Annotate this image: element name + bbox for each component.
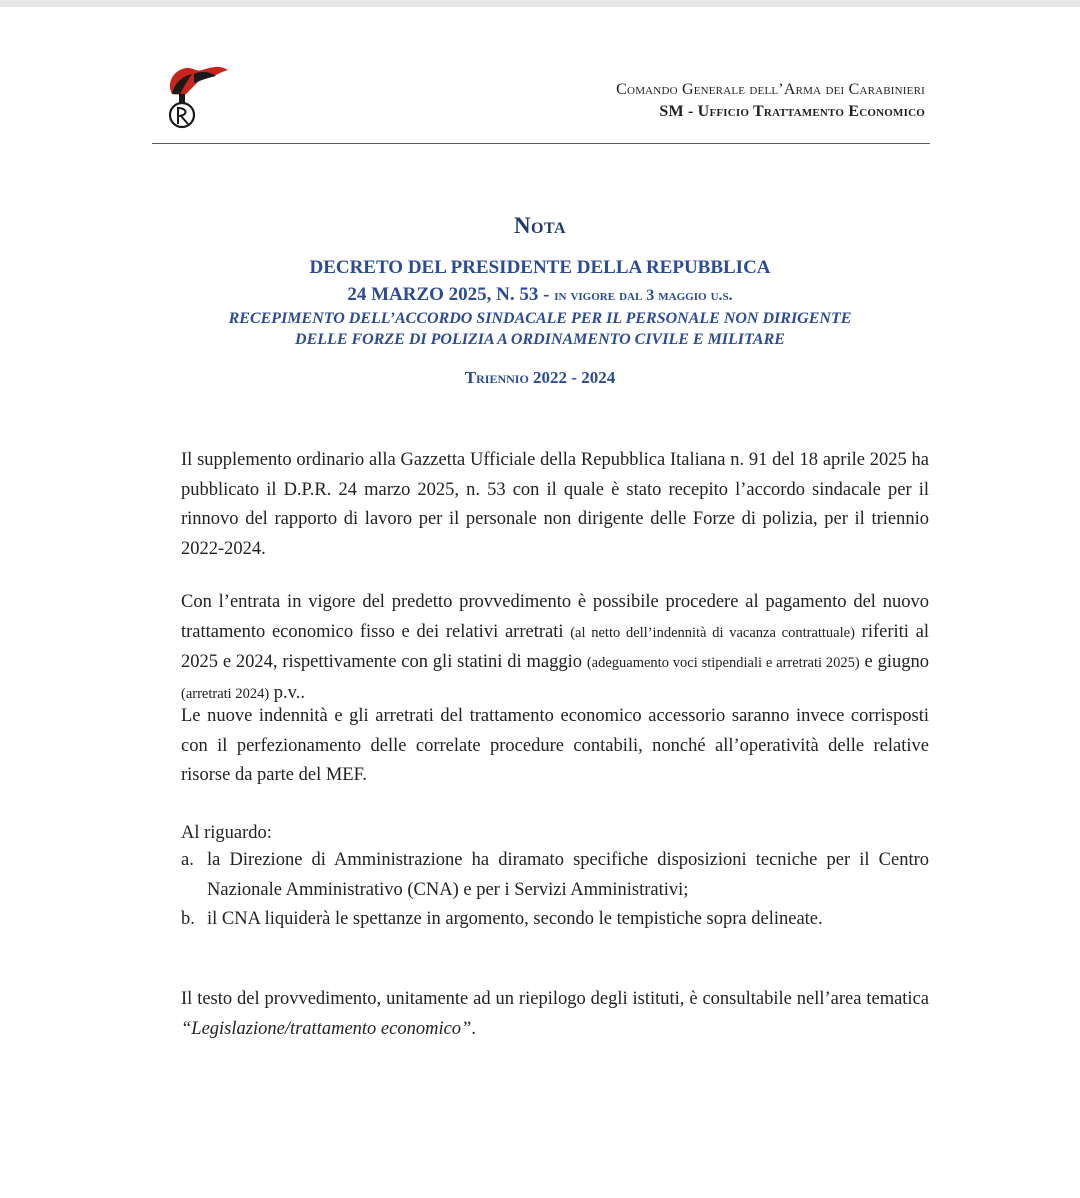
title-triennio: Triennio 2022 - 2024	[464, 368, 616, 387]
list-marker: b.	[181, 909, 195, 929]
paragraph-1: Il supplemento ordinario alla Gazzetta Ufficiale della Repubblica Italiana n. 91 del 18 aprile 2025 ha pubblicato il D.P.R. 24 marzo 2025, n. 53 con il quale è stato recepito l’accordo sindacale per il rinnovo del rapporto di lavoro per il personale non dirigente delle Forze di polizia, per il triennio 2022-2024.	[181, 450, 929, 559]
title-recepimento: RECEPIMENTO DELL’ACCORDO SINDACALE PER IL PERSONALE NON DIRIGENTE	[228, 310, 852, 327]
list-item	[181, 905, 929, 935]
p2-note-netto: (al netto dell’indennità di vacanza contrattuale)	[570, 624, 855, 641]
list	[181, 846, 929, 935]
title-nota: Nota	[513, 213, 567, 238]
carabinieri-flame-emblem-icon	[158, 60, 232, 138]
paragraph-4: Al riguardo:	[181, 823, 272, 843]
list-item-text: la Direzione di Amministrazione ha diramato specifiche disposizioni tecniche per il Centro Nazionale Amministrativo (CNA) e per i Servizi Amministrativi;	[207, 850, 929, 900]
list-item	[181, 846, 929, 905]
title-decreto: DECRETO DEL PRESIDENTE DELLA REPUBBLICA	[309, 257, 771, 278]
p5-area-tematica: “Legislazione/trattamento economico”	[181, 1018, 472, 1039]
p2-text-a: Con l’entrata in vigore del predetto provvedimento è possibile procedere al pagamento del nuovo trattamento economico fisso e dei relativi arretrati	[181, 592, 929, 642]
paragraph-5	[181, 985, 929, 1044]
list-marker: a.	[181, 850, 194, 870]
p2-text-c: riferiti al 2025 e 2024, rispettivamente con gli statini di maggio	[181, 621, 929, 672]
paragraph-2	[181, 588, 929, 709]
p2-text-g: p.v..	[273, 682, 305, 703]
top-border	[0, 0, 1080, 7]
p5-text-c: .	[471, 1018, 476, 1039]
header-organization: Comando Generale dell’Arma dei Carabinieri	[616, 81, 925, 98]
p2-note-giugno: (arretrati 2024)	[181, 685, 270, 702]
title-date	[0, 284, 1080, 306]
header-office: SM - Ufficio Trattamento Economico	[659, 103, 925, 120]
title-date-main: 24 MARZO 2025, N. 53 -	[347, 284, 550, 305]
document-header	[616, 81, 925, 121]
p2-note-maggio: (adeguamento voci stipendiali e arretrati 2025)	[586, 655, 860, 671]
p2-text-e: e giugno	[864, 652, 929, 672]
p5-text-a: Il testo del provvedimento, unitamente ad un riepilogo degli istituti, è consultabile nell’area tematica	[181, 989, 929, 1009]
paragraph-3: Le nuove indennità e gli arretrati del trattamento economico accessorio saranno invece corrisposti con il perfezionamento delle correlate procedure contabili, nonché all’operatività delle relative risorse da parte del MEF.	[181, 706, 929, 785]
title-forze: DELLE FORZE DI POLIZIA A ORDINAMENTO CIVILE E MILITARE	[295, 331, 785, 348]
header-divider	[152, 143, 930, 144]
list-item-text: il CNA liquiderà le spettanze in argomento, secondo le tempistiche sopra delineate.	[207, 909, 823, 929]
title-date-validity: in vigore dal 3 maggio u.s.	[554, 287, 733, 304]
